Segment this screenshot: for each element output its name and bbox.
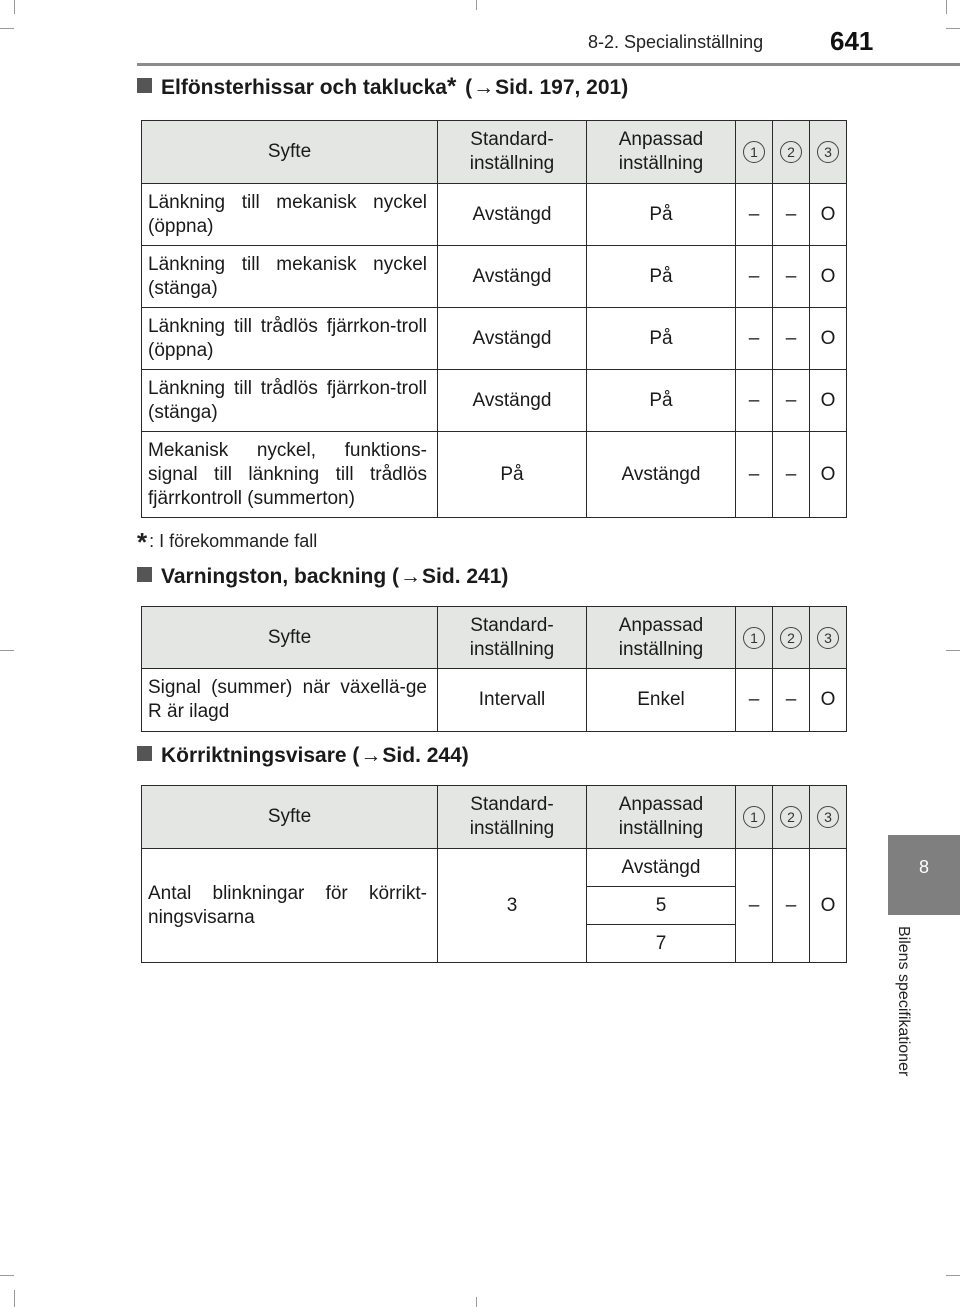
cell-purpose: Antal blinkningar för körrikt-ningsvisarna <box>142 849 438 963</box>
cell-custom: På <box>587 246 736 308</box>
settings-table <box>141 606 847 732</box>
col-header-purpose: Syfte <box>142 786 438 849</box>
cell-custom-option: Avstängd <box>587 849 736 887</box>
arrow-icon: → <box>400 565 422 588</box>
cell-custom: Avstängd <box>587 432 736 518</box>
col-header-2 <box>773 607 810 669</box>
col-header-custom <box>587 607 736 669</box>
crop-mark <box>14 0 15 14</box>
cell-purpose: Signal (summer) när växellä-ge R är ilagd <box>142 669 438 732</box>
cell-purpose: Länkning till trådlös fjärrkon-troll (öppna) <box>142 308 438 370</box>
settings-table <box>141 785 847 963</box>
circled-number-3: 3 <box>817 141 839 163</box>
section-heading <box>137 744 469 768</box>
col-header-2 <box>773 786 810 849</box>
cell-c3: O <box>810 370 847 432</box>
col-header-purpose: Syfte <box>142 121 438 184</box>
circled-number-1: 1 <box>743 806 765 828</box>
col-header-custom-text: Anpassad inställning <box>618 129 704 174</box>
col-header-custom <box>587 786 736 849</box>
cell-c2: – <box>773 849 810 963</box>
crop-mark <box>14 1290 15 1307</box>
table-row <box>142 308 847 370</box>
col-header-standard <box>438 121 587 184</box>
heading-ref-open: ( <box>465 76 473 99</box>
cell-c1: – <box>736 849 773 963</box>
cell-c3: O <box>810 432 847 518</box>
chapter-number: 8 <box>918 857 929 877</box>
circled-number-3: 3 <box>817 627 839 649</box>
footnote <box>137 527 317 558</box>
table-row <box>142 370 847 432</box>
crop-mark <box>946 28 960 29</box>
cell-standard: På <box>438 432 587 518</box>
cell-c3: O <box>810 308 847 370</box>
arrow-icon: → <box>473 76 495 99</box>
cell-c3: O <box>810 669 847 732</box>
cell-c2: – <box>773 308 810 370</box>
cell-standard: 3 <box>438 849 587 963</box>
cell-purpose: Länkning till trådlös fjärrkon-troll (stänga) <box>142 370 438 432</box>
section-heading <box>137 565 508 589</box>
col-header-standard <box>438 786 587 849</box>
page-number: 641 <box>830 26 874 56</box>
cell-c3: O <box>810 849 847 963</box>
cell-c2: – <box>773 370 810 432</box>
cell-c3: O <box>810 246 847 308</box>
cell-c1: – <box>736 432 773 518</box>
cell-custom: På <box>587 184 736 246</box>
chapter-label: Bilens specifikationer <box>895 926 912 1077</box>
cell-custom: På <box>587 308 736 370</box>
col-header-1 <box>736 607 773 669</box>
table-row <box>142 184 847 246</box>
table-row <box>142 849 847 887</box>
col-header-custom-text: Anpassad inställning <box>618 614 704 660</box>
square-bullet-icon <box>137 567 152 582</box>
cell-custom-option: 5 <box>587 887 736 925</box>
heading-ref: Sid. 241) <box>422 565 509 588</box>
chapter-tab <box>888 835 960 915</box>
table-header-row <box>142 121 847 184</box>
cell-c1: – <box>736 308 773 370</box>
cell-standard: Avstängd <box>438 370 587 432</box>
crop-mark <box>476 0 477 10</box>
heading-title: Varningston, backning ( <box>161 565 400 588</box>
crop-mark <box>946 0 947 14</box>
cell-purpose: Länkning till mekanisk nyckel (öppna) <box>142 184 438 246</box>
cell-c2: – <box>773 246 810 308</box>
circled-number-2: 2 <box>780 141 802 163</box>
col-header-3 <box>810 121 847 184</box>
section-title: 8-2. Specialinställning <box>588 32 764 52</box>
square-bullet-icon <box>137 746 152 761</box>
circled-number-1: 1 <box>743 627 765 649</box>
col-header-custom-text: Anpassad inställning <box>618 794 704 839</box>
col-header-standard-text: Standard- inställning <box>469 614 555 660</box>
cell-c2: – <box>773 669 810 732</box>
square-bullet-icon <box>137 78 152 93</box>
header-divider <box>137 63 960 66</box>
cell-c1: – <box>736 184 773 246</box>
col-header-1 <box>736 786 773 849</box>
cell-purpose: Länkning till mekanisk nyckel (stänga) <box>142 246 438 308</box>
col-header-standard-text: Standard- inställning <box>469 794 555 839</box>
crop-mark <box>946 1275 960 1276</box>
circled-number-1: 1 <box>743 141 765 163</box>
cell-c1: – <box>736 246 773 308</box>
circled-number-3: 3 <box>817 806 839 828</box>
table-header-row <box>142 786 847 849</box>
crop-mark <box>476 1297 477 1307</box>
circled-number-2: 2 <box>780 806 802 828</box>
cell-c1: – <box>736 370 773 432</box>
crop-mark <box>946 650 960 651</box>
cell-standard: Avstängd <box>438 246 587 308</box>
col-header-custom <box>587 121 736 184</box>
col-header-purpose: Syfte <box>142 607 438 669</box>
cell-custom-option: 7 <box>587 925 736 963</box>
cell-standard: Avstängd <box>438 184 587 246</box>
heading-title: Elfönsterhissar och taklucka <box>161 76 447 99</box>
cell-standard: Intervall <box>438 669 587 732</box>
table-row <box>142 246 847 308</box>
table-row <box>142 669 847 732</box>
heading-title: Körriktningsvisare ( <box>161 744 360 767</box>
cell-purpose: Mekanisk nyckel, funktions-signal till länkning till trådlös fjärrkontroll (summerton) <box>142 432 438 518</box>
heading-ref: Sid. 197, 201) <box>495 76 629 99</box>
col-header-1 <box>736 121 773 184</box>
arrow-icon: → <box>360 744 382 767</box>
table-header-row <box>142 607 847 669</box>
col-header-2 <box>773 121 810 184</box>
col-header-standard-text: Standard- inställning <box>469 129 555 174</box>
heading-ref: Sid. 244) <box>382 744 469 767</box>
settings-table <box>141 120 847 518</box>
crop-mark <box>0 650 14 651</box>
col-header-3 <box>810 607 847 669</box>
footnote-text: : I förekommande fall <box>149 531 318 551</box>
cell-standard: Avstängd <box>438 308 587 370</box>
crop-mark <box>0 28 14 29</box>
cell-custom: På <box>587 370 736 432</box>
circled-number-2: 2 <box>780 627 802 649</box>
crop-mark <box>0 1275 14 1276</box>
footnote-asterisk: * <box>137 527 148 557</box>
cell-c3: O <box>810 184 847 246</box>
cell-custom: Enkel <box>587 669 736 732</box>
cell-c2: – <box>773 184 810 246</box>
table-row <box>142 432 847 518</box>
section-heading: Elfönsterhissar och taklucka * ( → Sid. 197, 201) <box>137 76 628 100</box>
cell-c2: – <box>773 432 810 518</box>
col-header-standard <box>438 607 587 669</box>
col-header-3 <box>810 786 847 849</box>
cell-c1: – <box>736 669 773 732</box>
